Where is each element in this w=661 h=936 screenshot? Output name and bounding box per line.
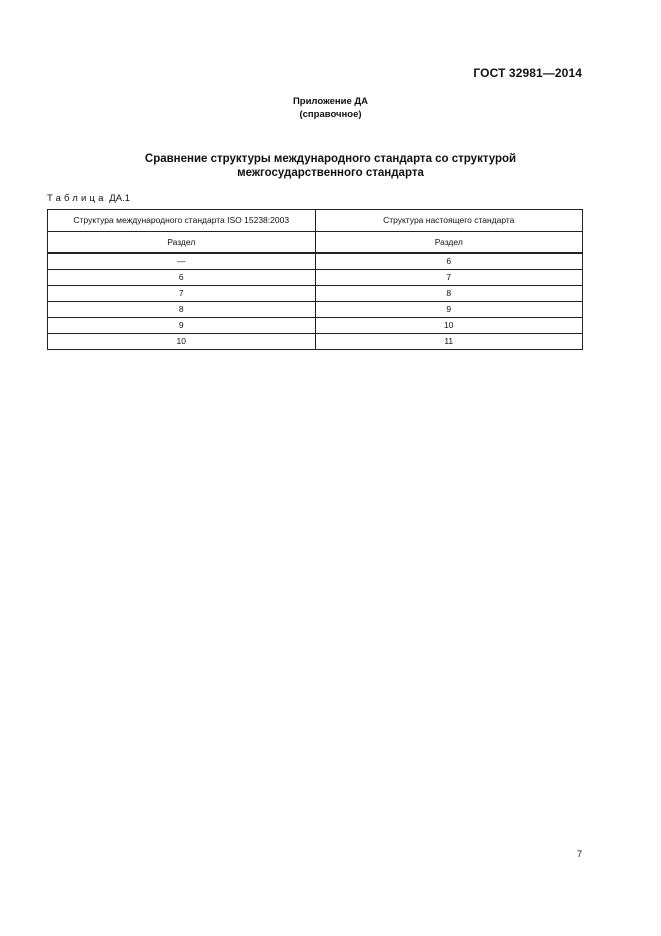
table-row bbox=[48, 270, 583, 286]
table-cell: 7 bbox=[48, 286, 316, 302]
comparison-table bbox=[47, 209, 583, 350]
table-subheader-row bbox=[48, 232, 583, 254]
table-cell: 10 bbox=[48, 334, 316, 350]
table-header-row bbox=[48, 210, 583, 232]
table-cell: 6 bbox=[48, 270, 316, 286]
header-this-standard: Структура настоящего стандарта bbox=[315, 210, 583, 232]
section-title bbox=[0, 153, 661, 180]
table-row bbox=[48, 318, 583, 334]
section-title-line2: межгосударственного стандарта bbox=[237, 166, 424, 179]
appendix-title: Приложение ДА bbox=[292, 96, 369, 107]
table-caption-id: ДА.1 bbox=[109, 193, 130, 204]
table-cell: 11 bbox=[315, 334, 583, 350]
table-cell: 10 bbox=[315, 318, 583, 334]
table-cell: 6 bbox=[315, 253, 583, 270]
subheader-section-right: Раздел bbox=[315, 232, 583, 254]
header-international-standard: Структура международного стандарта ISO 15238:2003 bbox=[48, 210, 316, 232]
section-title-line1: Сравнение структуры международного стандарта со структурой bbox=[144, 153, 517, 165]
table-row bbox=[48, 302, 583, 318]
appendix-heading bbox=[0, 95, 661, 121]
table-row bbox=[48, 334, 583, 350]
table-cell: 7 bbox=[315, 270, 583, 286]
page-number: 7 bbox=[576, 849, 582, 859]
document-code: ГОСТ 32981—2014 bbox=[473, 66, 582, 80]
appendix-type: (справочное) bbox=[299, 109, 362, 120]
table-caption-prefix: Таблица bbox=[47, 193, 107, 204]
table-row bbox=[48, 253, 583, 270]
subheader-section-left: Раздел bbox=[48, 232, 316, 254]
table-cell: 8 bbox=[48, 302, 316, 318]
table-cell: — bbox=[48, 253, 316, 270]
table-cell: 9 bbox=[48, 318, 316, 334]
table-caption bbox=[47, 193, 130, 204]
table-cell: 9 bbox=[315, 302, 583, 318]
table-cell: 8 bbox=[315, 286, 583, 302]
table-row bbox=[48, 286, 583, 302]
